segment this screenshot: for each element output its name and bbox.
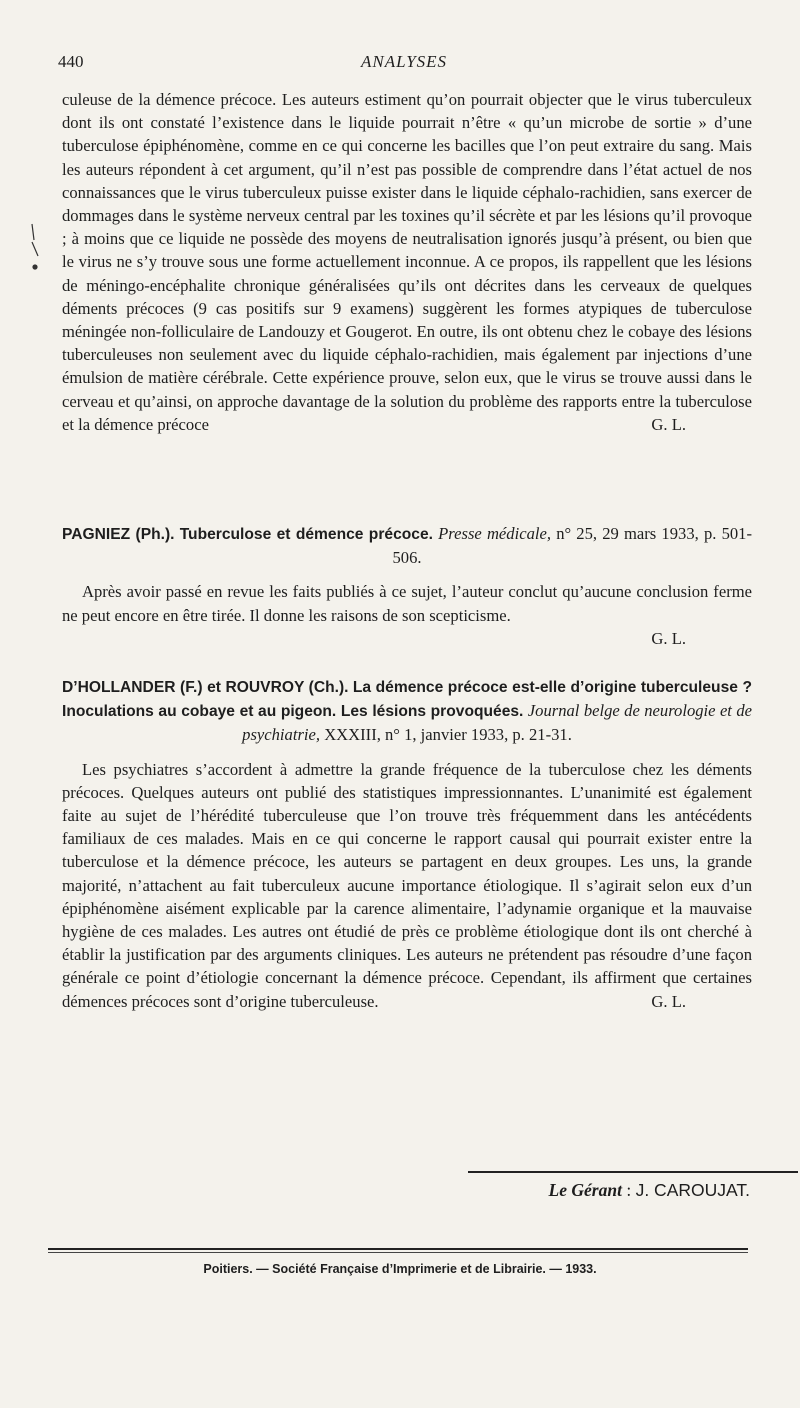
entry-journal: Presse médicale, (438, 524, 551, 543)
review-entry-pagniez (62, 522, 752, 650)
entry-citation: XXXIII, n° 1, janvier 1933, p. 21-31. (324, 725, 572, 745)
entry-abstract: Après avoir passé en revue les faits publiés à ce sujet, l’auteur conclut qu’aucune conclusion ferme ne peut encore en être tirée. Il donne les raisons de son scepticisme. (62, 582, 752, 625)
gerant-line (470, 1180, 750, 1201)
gerant-name: J. CAROUJAT. (635, 1180, 750, 1200)
imprint-rule-thin (48, 1252, 748, 1253)
review-signature: G. L. (651, 414, 686, 434)
printer-imprint: Poitiers. — Société Française d’Imprimerie et de Librairie. — 1933. (203, 1262, 597, 1276)
continued-review-text (62, 88, 752, 436)
entry-title: La démence précoce est-elle d’origine tuberculeuse ? Inoculations au cobaye et au pigeon. Les lésions provoquées. (62, 679, 752, 721)
review-entry-dhollander (62, 675, 752, 1013)
running-title: ANALYSES (360, 52, 448, 71)
entry-signature: G. L. (651, 628, 686, 648)
entry-author: D’HOLLANDER (F.) et ROUVROY (Ch.). (62, 679, 349, 696)
entry-author: PAGNIEZ (Ph.). (62, 526, 175, 543)
entry-title: Tuberculose et démence précoce. (179, 526, 433, 543)
page-header (58, 52, 750, 76)
entry-abstract-text: Les psychiatres s’accordent à admettre la grande fréquence de la tuberculose chez les déments précoces. Quelques auteurs ont publié des statistiques impressionnantes. L’unanimité est également faite au sujet de l’hérédité tuberculeuse que l’on trouve très fréquemment dans les antécédents familiaux de ces malades. Mais en ce qui concerne le rapport causal qui pourrait exister entre la tuberculose et la démence précoce, les auteurs se partagent en deux groupes. Les uns, la grande majorité, n’attachent au fait tuberculeux aucune importance étiologique. Il s’agirait selon eux d’un épiphénomène aisément explicable par la carence alimentaire, l’adynamie organique et la mauvaise hygiène de ces malades. Les autres ont étudié de près ce problème étiologique dont ils ont cherché à établir la justification par des arguments cliniques. Les auteurs ne prétendent pas résoudre d’une façon générale ce point d’étiologie concernant la démence précoce. Cependant, ils affirment que certaines démences précoces sont d’origine tuberculeuse. (62, 759, 752, 1011)
gerant-separator: : (621, 1180, 636, 1200)
continued-review-body: culeuse de la démence précoce. Les auteurs estiment qu’on pourrait objecter que le virus tuberculeux dont ils ont constaté l’existence dans le liquide pourrait n’être « qu’un microbe de sortie » d’une tuberculose épiphénomène, comme en ce qui concerne les bacilles que l’on peut extraire du sang. Mais les auteurs répondent à cet argument, qu’il n’est pas possible de comprendre dans l’état actuel de nos connaissances que le virus tuberculeux puisse exister dans le liquide céphalo-rachidien, sans exercer de dommages dans le système nerveux central par les toxines qu’il sécrète et par les lésions qu’il provoque ; à moins que ce liquide ne possède des moyens de neutralisation ignorés jusqu’à présent, ou bien que le virus ne s’y trouve sous une forme actuellement inconnue. A ce propos, ils rappellent que les lésions de méningo-encéphalite chronique généralisées qu’ils ont décrites dans les cerveaux de quelques déments précoces (9 cas positifs sur 9 examens) suggèrent les formes atypiques de tuberculose méningée non-folliculaire de Landouzy et Gougerot. En outre, ils ont obtenu chez le cobaye des lésions tuberculeuses non seulement avec du liquide céphalo-rachidien, mais également par injections d’une émulsion de matière cérébrale. Cette expérience prouve, selon eux, que le virus se trouve aussi dans le cerveau et qu’ainsi, on approche davantage de la solution du problème des rapports entre la tuberculose et la démence précoce (62, 90, 752, 434)
entry-abstract (62, 758, 752, 1013)
margin-pencil-mark (30, 222, 40, 272)
entry-heading (62, 522, 752, 569)
page-number: 440 (58, 52, 84, 71)
continued-review (62, 88, 752, 436)
gerant-rule (468, 1171, 798, 1173)
imprint-rule (48, 1248, 748, 1250)
gerant-label: Le Gérant (548, 1180, 622, 1200)
entry-journal: Journal belge de neurologie et de psychiatrie, (242, 701, 752, 745)
entry-heading (62, 675, 752, 747)
entry-signature: G. L. (651, 991, 686, 1011)
entry-citation: n° 25, 29 mars 1933, p. 501-506. (392, 524, 752, 568)
